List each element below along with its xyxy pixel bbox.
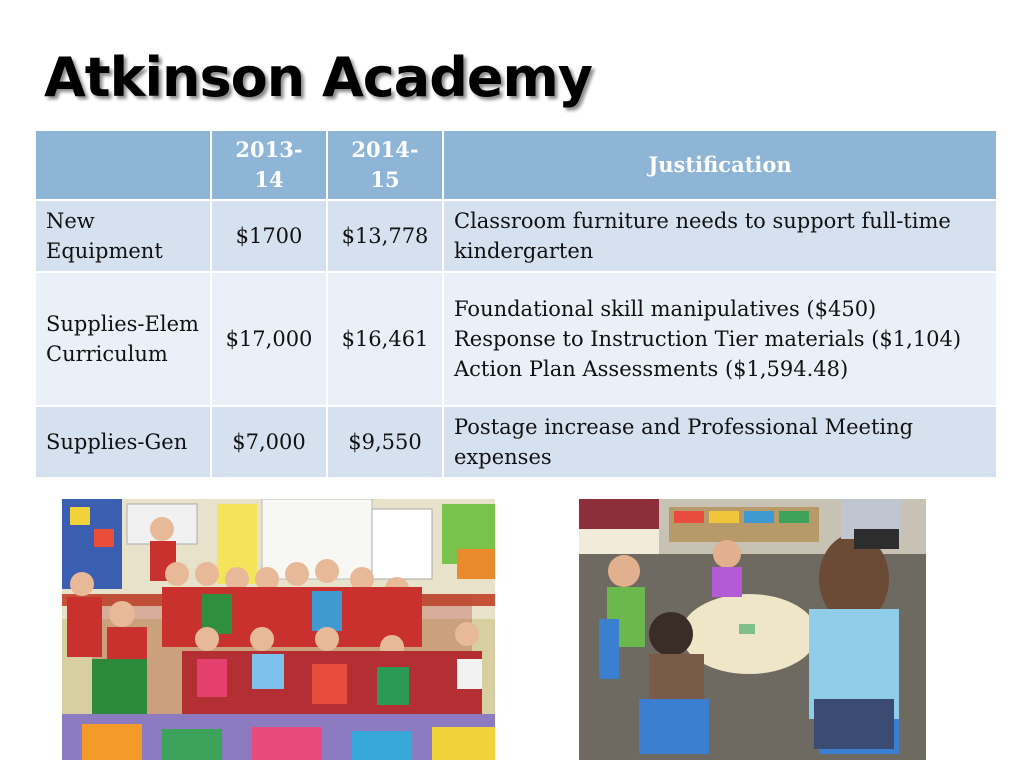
row-value-2013-14: $7,000 (211, 406, 327, 478)
header-cell-2013-14: 2013-14 (211, 130, 327, 200)
row-category: Supplies-Gen (35, 406, 211, 478)
row-value-2014-15: $13,778 (327, 200, 443, 272)
row-justification (443, 200, 997, 272)
justification-line: Action Plan Assessments ($1,594.48) (454, 357, 849, 381)
row-value-2013-14: $1700 (211, 200, 327, 272)
justification-line: Postage increase and Professional Meeting expenses (454, 415, 914, 469)
header-cell-2014-15: 2014-15 (327, 130, 443, 200)
justification-line: Foundational skill manipulatives ($450) (454, 297, 877, 321)
table-header-row (35, 130, 997, 200)
round-table-photo (579, 499, 926, 760)
justification-line: Response to Instruction Tier materials ($1,104) (454, 327, 962, 351)
header-cell-justification: Justification (443, 130, 997, 200)
table-row (35, 200, 997, 272)
row-justification (443, 272, 997, 406)
budget-table (34, 129, 998, 479)
slide-title: Atkinson Academy (44, 46, 592, 109)
table-row (35, 272, 997, 406)
row-value-2013-14: $17,000 (211, 272, 327, 406)
row-justification (443, 406, 997, 478)
row-category: New Equipment (35, 200, 211, 272)
justification-line: Classroom furniture needs to support full-time kindergarten (454, 209, 951, 263)
classroom-group-photo (62, 499, 495, 760)
row-value-2014-15: $16,461 (327, 272, 443, 406)
row-value-2014-15: $9,550 (327, 406, 443, 478)
table-row (35, 406, 997, 478)
header-cell-empty (35, 130, 211, 200)
row-category: Supplies-Elem Curriculum (35, 272, 211, 406)
